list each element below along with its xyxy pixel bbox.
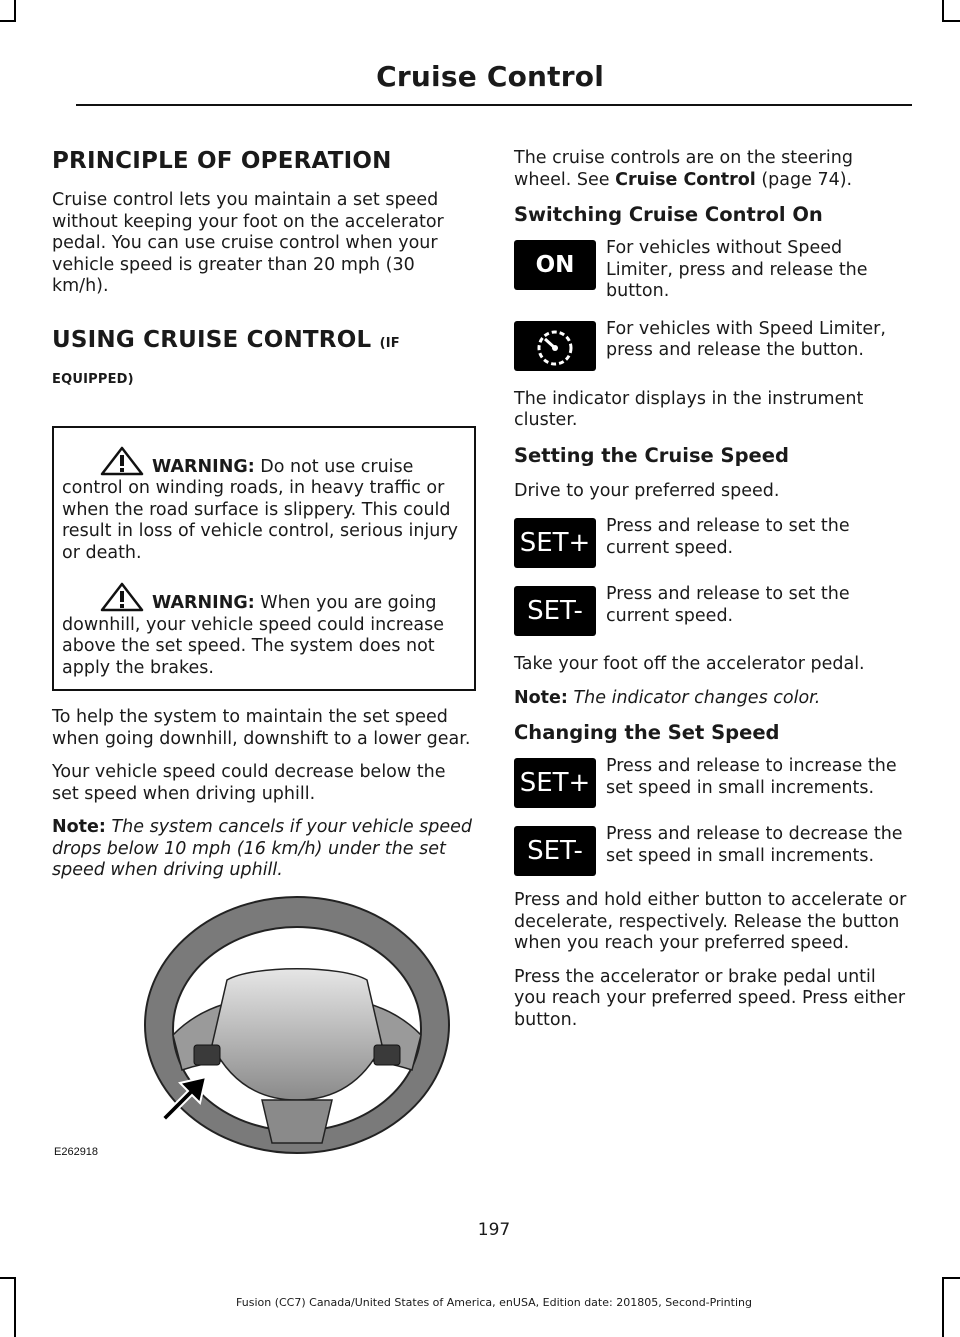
- set-plus-icon: SET+: [514, 518, 596, 568]
- warning-1-label: WARNING:: [152, 456, 255, 477]
- page-number: 197: [477, 1220, 511, 1240]
- without-limiter-text: For vehicles without Speed Limiter, press and release the button.: [606, 238, 868, 301]
- increase-text: Press and release to increase the set speed in small increments.: [606, 756, 897, 798]
- indicator-paragraph: The indicator displays in the instrument cluster.: [514, 388, 864, 430]
- icon-row-set-minus: [514, 586, 910, 636]
- uphill-paragraph: Your vehicle speed could decrease below the set speed when driving uphill.: [52, 762, 446, 804]
- foot-paragraph: Take your foot off the accelerator pedal.: [514, 654, 865, 674]
- page-title: Cruise Control: [376, 60, 604, 93]
- warning-triangle-icon: [98, 582, 146, 612]
- heading-switching-on: Switching Cruise Control On: [514, 203, 823, 226]
- cruise-control-link[interactable]: Cruise Control: [615, 169, 756, 190]
- crop-mark: [942, 0, 944, 20]
- set-minus-icon: SET-: [514, 586, 596, 636]
- edition-footer: Fusion (CC7) Canada/United States of America, enUSA, Edition date: 201805, Second-Printing: [236, 1296, 752, 1309]
- drive-paragraph: Drive to your preferred speed.: [514, 480, 780, 501]
- controls-paragraph: [514, 148, 910, 191]
- pedal-paragraph: Press the accelerator or brake pedal until you reach your preferred speed. Press either button.: [514, 966, 906, 1030]
- icon-row-set-plus: [514, 518, 910, 568]
- icon-row-decrease: [514, 826, 910, 876]
- decrease-text: Press and release to decrease the set speed in small increments.: [606, 824, 903, 866]
- downshift-paragraph: To help the system to maintain the set speed when going downhill, downshift to a lower gear.: [52, 707, 471, 749]
- warning-2-text: When you are going downhill, your vehicle speed could increase above the set speed. The system does not apply the brakes.: [62, 593, 444, 678]
- warning-1: [62, 446, 466, 565]
- icon-row-increase: [514, 758, 910, 808]
- heading-using-cruise: [52, 324, 476, 396]
- icon-row-limiter: [514, 318, 910, 371]
- set-minus-icon: SET-: [514, 826, 596, 876]
- steering-wheel-illustration: [52, 885, 476, 1165]
- warning-2-label: WARNING:: [152, 593, 255, 613]
- left-column: [52, 148, 476, 894]
- warning-2: [62, 582, 466, 679]
- figure-code: E262918: [54, 1146, 99, 1158]
- intro-paragraph: Cruise control lets you maintain a set speed without keeping your foot on the accelerator pedal. You can use cruise control when your vehicle speed is greater than 20 mph (30 km/h).: [52, 190, 444, 296]
- controls-text-b: (page 74).: [755, 169, 853, 190]
- controls-text-a: The cruise controls are on the steering wheel. See: [514, 148, 853, 190]
- note-label: Note:: [52, 817, 106, 837]
- right-column: [514, 148, 910, 1043]
- crop-mark: [0, 1277, 16, 1279]
- crop-mark: [942, 20, 960, 22]
- heading-changing-speed: Changing the Set Speed: [514, 721, 780, 744]
- warning-1-text: Do not use cruise control on winding roads, in heavy traffic or when the road surface is slippery. This could result in loss of vehicle control, serious injury or death.: [62, 456, 458, 563]
- heading-principle: PRINCIPLE OF OPERATION: [52, 148, 392, 174]
- note-paragraph: [52, 817, 476, 882]
- crop-mark: [942, 1277, 960, 1279]
- warning-box: [52, 426, 476, 692]
- note-text: The system cancels if your vehicle speed drops below 10 mph (16 km/h) under the set speed when driving uphill.: [52, 817, 473, 880]
- on-button-icon: ON: [514, 240, 596, 290]
- hold-paragraph: Press and hold either button to accelerate or decelerate, respectively. Release the button when you reach your preferred speed.: [514, 890, 907, 953]
- heading-using-qualifier-1: (IF: [379, 335, 400, 351]
- heading-using-qualifier-2: EQUIPPED): [52, 371, 134, 387]
- set-plus-text: Press and release to set the current speed.: [606, 516, 850, 558]
- crop-mark: [0, 20, 16, 22]
- crop-mark: [14, 0, 16, 20]
- set-plus-icon: SET+: [514, 758, 596, 808]
- note-label: Note:: [514, 687, 568, 708]
- with-limiter-text: For vehicles with Speed Limiter, press and release the button.: [606, 318, 886, 360]
- heading-using-text: USING CRUISE CONTROL: [52, 326, 372, 353]
- warning-triangle-icon: [98, 446, 146, 476]
- header-rule: [76, 104, 912, 106]
- icon-row-on: [514, 240, 910, 303]
- note-indicator-paragraph: [514, 688, 910, 710]
- heading-setting-speed: Setting the Cruise Speed: [514, 443, 789, 467]
- set-minus-text: Press and release to set the current speed.: [606, 584, 850, 626]
- note-indicator-text: The indicator changes color.: [567, 687, 821, 708]
- speed-limiter-icon: [514, 321, 596, 371]
